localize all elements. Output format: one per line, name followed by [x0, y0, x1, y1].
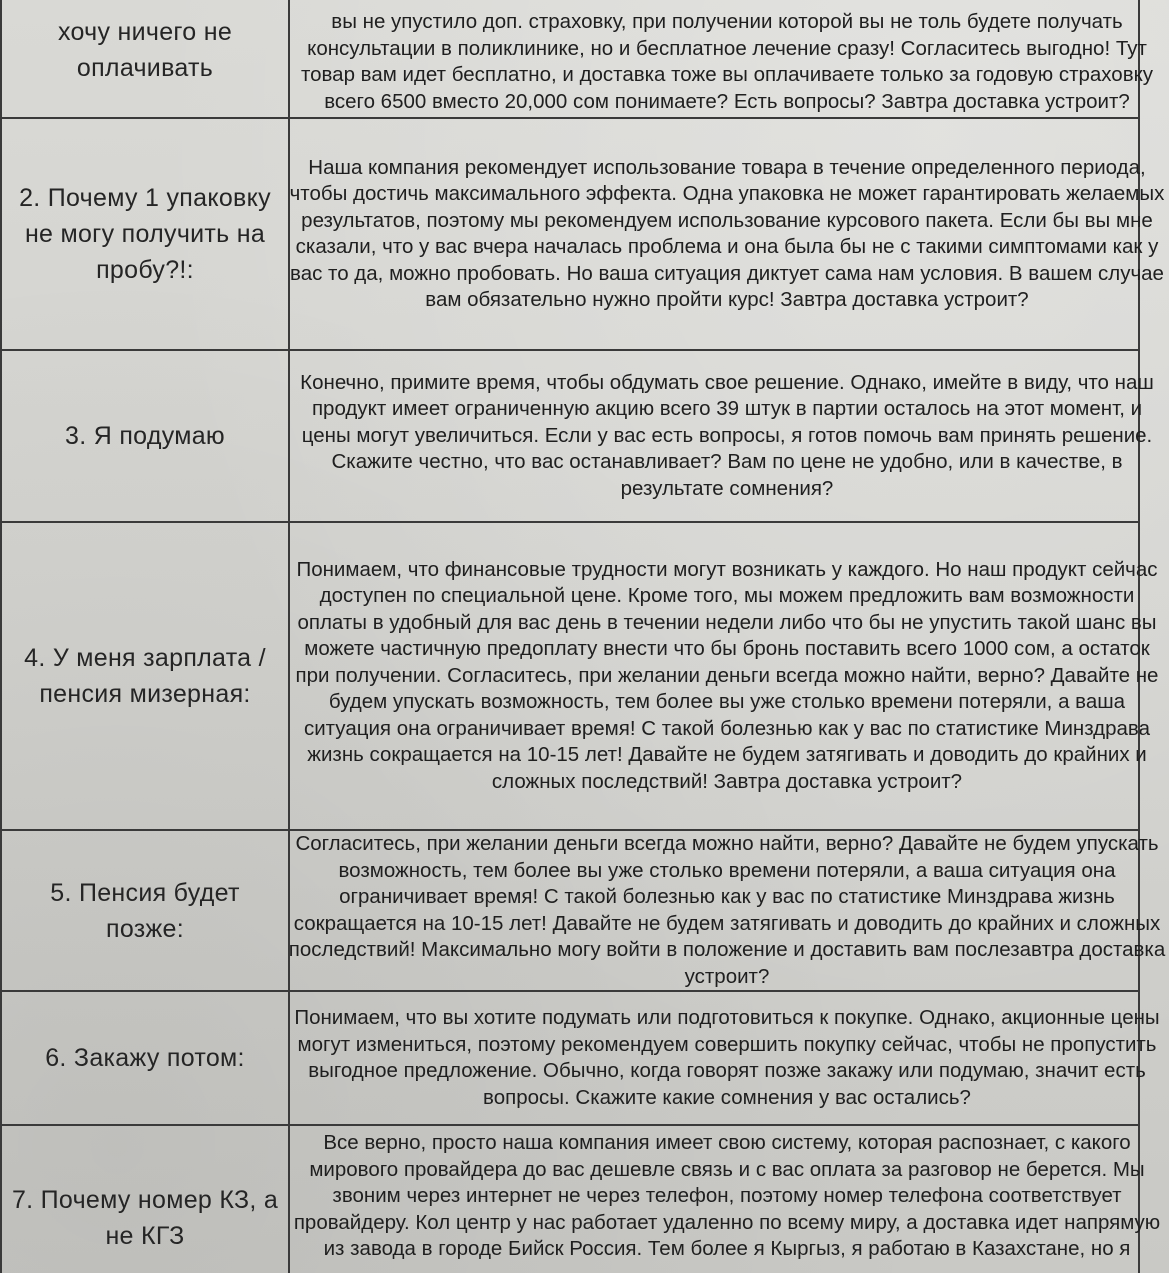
question-text: 7. Почему номер КЗ, а не КГЗ [11, 1186, 279, 1250]
question-text: хочу ничего не оплачивать [57, 17, 233, 82]
question-text: 3. Я подумаю [65, 422, 225, 450]
table-row [1, 522, 1139, 830]
answer-text: Понимаем, что вы хотите подумать или подготовиться к покупке. Однако, акционные цены могут измениться, поэтому рекомендуем совершить покупку сейчас, чтобы не пропустить выгодное предложение. Обычно, когда говорят позже закажу или подумаю, значит есть вопросы. Скажите какие сомнения у вас остались? [294, 1006, 1160, 1109]
answer-cell [289, 0, 1154, 118]
question-cell [1, 522, 289, 830]
question-text: 6. Закажу потом: [45, 1044, 245, 1072]
question-cell [1, 350, 289, 522]
question-cell [1, 830, 289, 991]
answer-text: Понимаем, что финансовые трудности могут возникать у каждого. Но наш продукт сейчас доступен по специальной цене. Кроме того, мы можем предложить вам возможности оплаты в удобный для вас день в течении недели либо что бы не упустить такой шанс вы можете частичную предоплату внести что бы бронь поставить всего 1000 сом, а остаток при получении. Согласитесь, при желании деньги всегда можно найти, верно? Давайте не будем упускать возможность, тем более вы уже столько времени потеряли, а ваша ситуация она ограничивает время! С такой болезнью как у вас по статистике Минздрава жизнь сокращается на 10-15 лет! Давайте не будем затягивать и доводить до крайних и сложных последствий! Завтра доставка устроит? [295, 557, 1159, 793]
question-text: 2. Почему 1 упаковку не могу получить на пробу?!: [19, 184, 271, 284]
table-row [1, 0, 1139, 118]
question-cell [1, 0, 289, 118]
question-cell [1, 1125, 289, 1273]
answer-cell [289, 522, 1159, 830]
table-row [1, 118, 1139, 350]
answer-text: вы не упустило доп. страховку, при получении которой вы не толь будете получать консультации в поликлинике, но и бесплатное лечение сразу! Согласитесь выгодно! Тут товар вам идет бесплатно, и доставка тоже вы оплачиваете только за годовую страховку всего 6500 вместо 20,000 сом понимаете? Есть вопросы? Завтра доставка устроит? [300, 10, 1154, 113]
question-text: 4. У меня зарплата / пенсия мизерная: [24, 644, 266, 708]
table-row [1, 350, 1139, 522]
table-row [1, 830, 1139, 991]
table-row [1, 1125, 1139, 1273]
answer-text: Конечно, примите время, чтобы обдумать свое решение. Однако, имейте в виду, что наш продукт имеет ограниченную акцию всего 39 штук в партии осталось на этот момент, и цены могут увеличиться. Если у вас есть вопросы, я готов помочь вам принять решение. Скажите честно, что вас останавливает? Вам по цене не удобно, или в качестве, в результате сомнения? [300, 370, 1154, 500]
table-row [1, 991, 1139, 1125]
answer-cell [289, 350, 1154, 522]
answer-cell [289, 991, 1160, 1125]
answer-cell [289, 1125, 1161, 1273]
question-cell [1, 118, 289, 350]
answer-text: Наша компания рекомендует использование товара в течение определенного периода, чтобы достичь максимального эффекта. Одна упаковка не может гарантировать желаемых результатов, поэтому мы рекомендуем использование курсового пакета. Если бы вы мне сказали, что у вас вчера началась проблема и она была бы не с такими симптомами как у вас то да, можно пробовать. Но ваша ситуация диктует сама нам условия. В вашем случае вам обязательно нужно пройти курс! Завтра доставка устроит? [289, 155, 1165, 311]
answer-text: Все верно, просто наша компания имеет свою систему, которая распознает, с какого мирового провайдера до вас дешевле связь и с вас оплата за разговор не берется. Мы звоним через интернет не через телефон, поэтому номер телефона соответствует провайдеру. Кол центр у нас работает удаленно по всему миру, а доставка идет напрямую из завода в городе Бийск Россия. Тем более я Кыргыз, я работаю в Казахстане, но я [293, 1131, 1161, 1260]
answer-text: Согласитесь, при желании деньги всегда можно найти, верно? Давайте не будем упускать возможность, тем более вы уже столько времени потеряли, а ваша ситуация она ограничивает время! С такой болезнью как у вас по статистике Минздрава жизнь сокращается на 10-15 лет! Давайте не будем затягивать и доводить до крайних и сложных последствий! Максимально могу войти в положение и доставить вам послезавтра доставка устроит? [288, 832, 1166, 988]
question-cell [1, 991, 289, 1125]
answer-cell [288, 830, 1166, 991]
answer-cell [289, 118, 1165, 350]
question-text: 5. Пенсия будет позже: [50, 878, 240, 943]
